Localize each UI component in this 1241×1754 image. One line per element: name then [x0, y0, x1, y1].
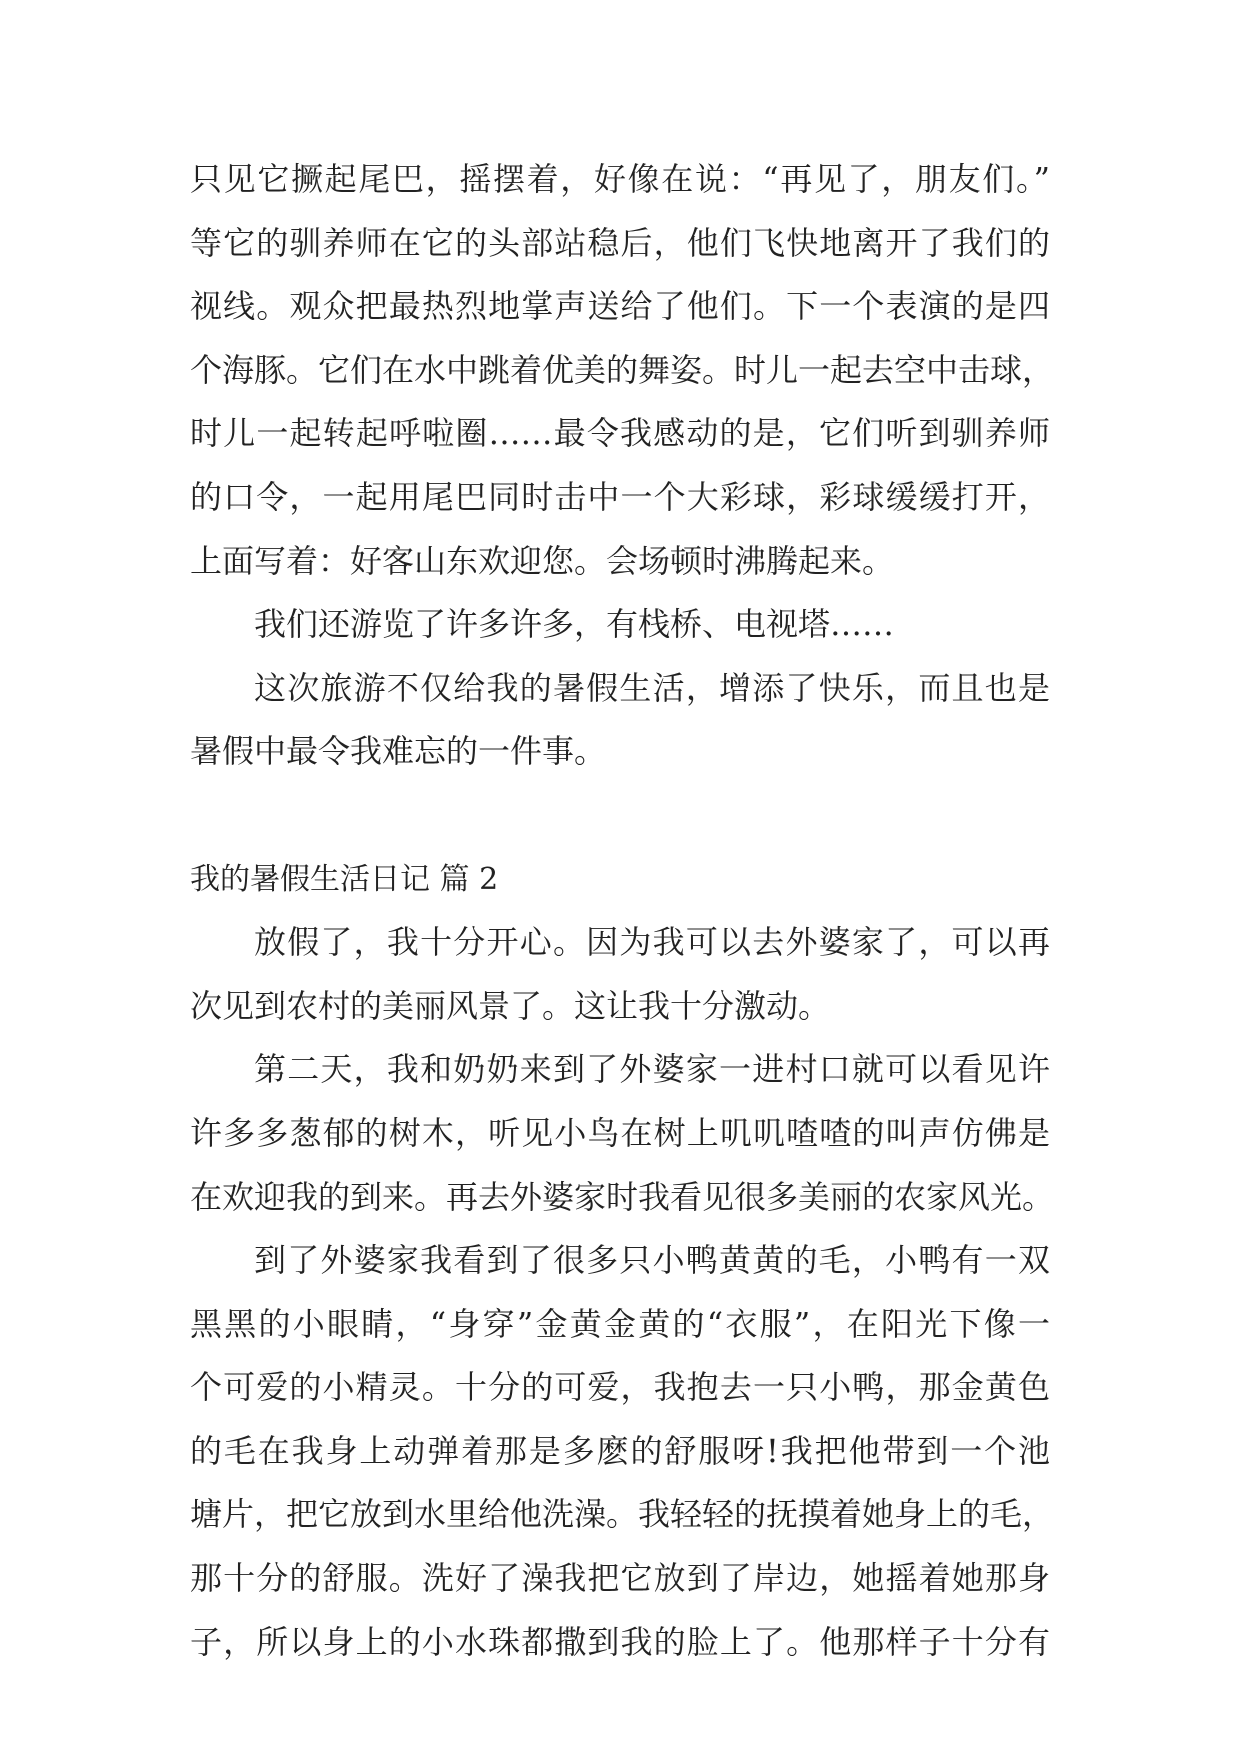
text-line: 许多多葱郁的树木，听见小鸟在树上叽叽喳喳的叫声仿佛是 — [190, 1113, 1050, 1152]
text-line: 个可爱的小精灵。十分的可爱，我抱去一只小鸭，那金黄色 — [190, 1368, 1050, 1407]
text-line: 塘片，把它放到水里给他洗澡。我轻轻的抚摸着她身上的毛， — [190, 1495, 1055, 1534]
text-line: 上面写着：好客山东欢迎您。会场顿时沸腾起来。 — [190, 541, 895, 580]
text-line: 只见它撅起尾巴，摇摆着，好像在说：“再见了，朋友们。” — [190, 160, 1050, 198]
text-line: 的毛在我身上动弹着那是多麽的舒服呀!我把他带到一个池 — [190, 1431, 1050, 1470]
text-line: 时儿一起转起呼啦圈……最令我感动的是，它们听到驯养师 — [190, 414, 1050, 453]
text-line: 那十分的舒服。洗好了澡我把它放到了岸边，她摇着她那身 — [190, 1559, 1050, 1598]
document-page — [190, 148, 1055, 1674]
text-line: 放假了，我十分开心。因为我可以去外婆家了，可以再 — [254, 923, 1050, 962]
text-line: 在欢迎我的到来。再去外婆家时我看见很多美丽的农家风光。 — [190, 1177, 1055, 1216]
text-line: 第二天，我和奶奶来到了外婆家一进村口就可以看见许 — [254, 1050, 1050, 1089]
text-line: 等它的驯养师在它的头部站稳后，他们飞快地离开了我们的 — [190, 223, 1050, 262]
text-line: 的口令，一起用尾巴同时击中一个大彩球，彩球缓缓打开， — [190, 477, 1050, 516]
text-line: 到了外婆家我看到了很多只小鸭黄黄的毛，小鸭有一双 — [254, 1241, 1050, 1280]
text-line: 个海豚。它们在水中跳着优美的舞姿。时儿一起去空中击球， — [190, 350, 1055, 389]
text-line: 暑假中最令我难忘的一件事。 — [190, 732, 607, 771]
paragraph-spacer — [190, 784, 1050, 848]
text-line: 这次旅游不仅给我的暑假生活，增添了快乐，而且也是 — [254, 668, 1050, 707]
text-line: 视线。观众把最热烈地掌声送给了他们。下一个表演的是四 — [190, 287, 1050, 326]
text-line: 黑黑的小眼睛，“身穿”金黄金黄的“衣服”，在阳光下像一 — [190, 1304, 1050, 1343]
text-line: 子，所以身上的小水珠都撒到我的脸上了。他那样子十分有 — [190, 1622, 1050, 1661]
section-heading: 我的暑假生活日记 篇 2 — [190, 861, 499, 897]
text-line: 次见到农村的美丽风景了。这让我十分激动。 — [190, 986, 831, 1025]
text-line: 我们还游览了许多许多，有栈桥、电视塔…… — [254, 605, 895, 644]
